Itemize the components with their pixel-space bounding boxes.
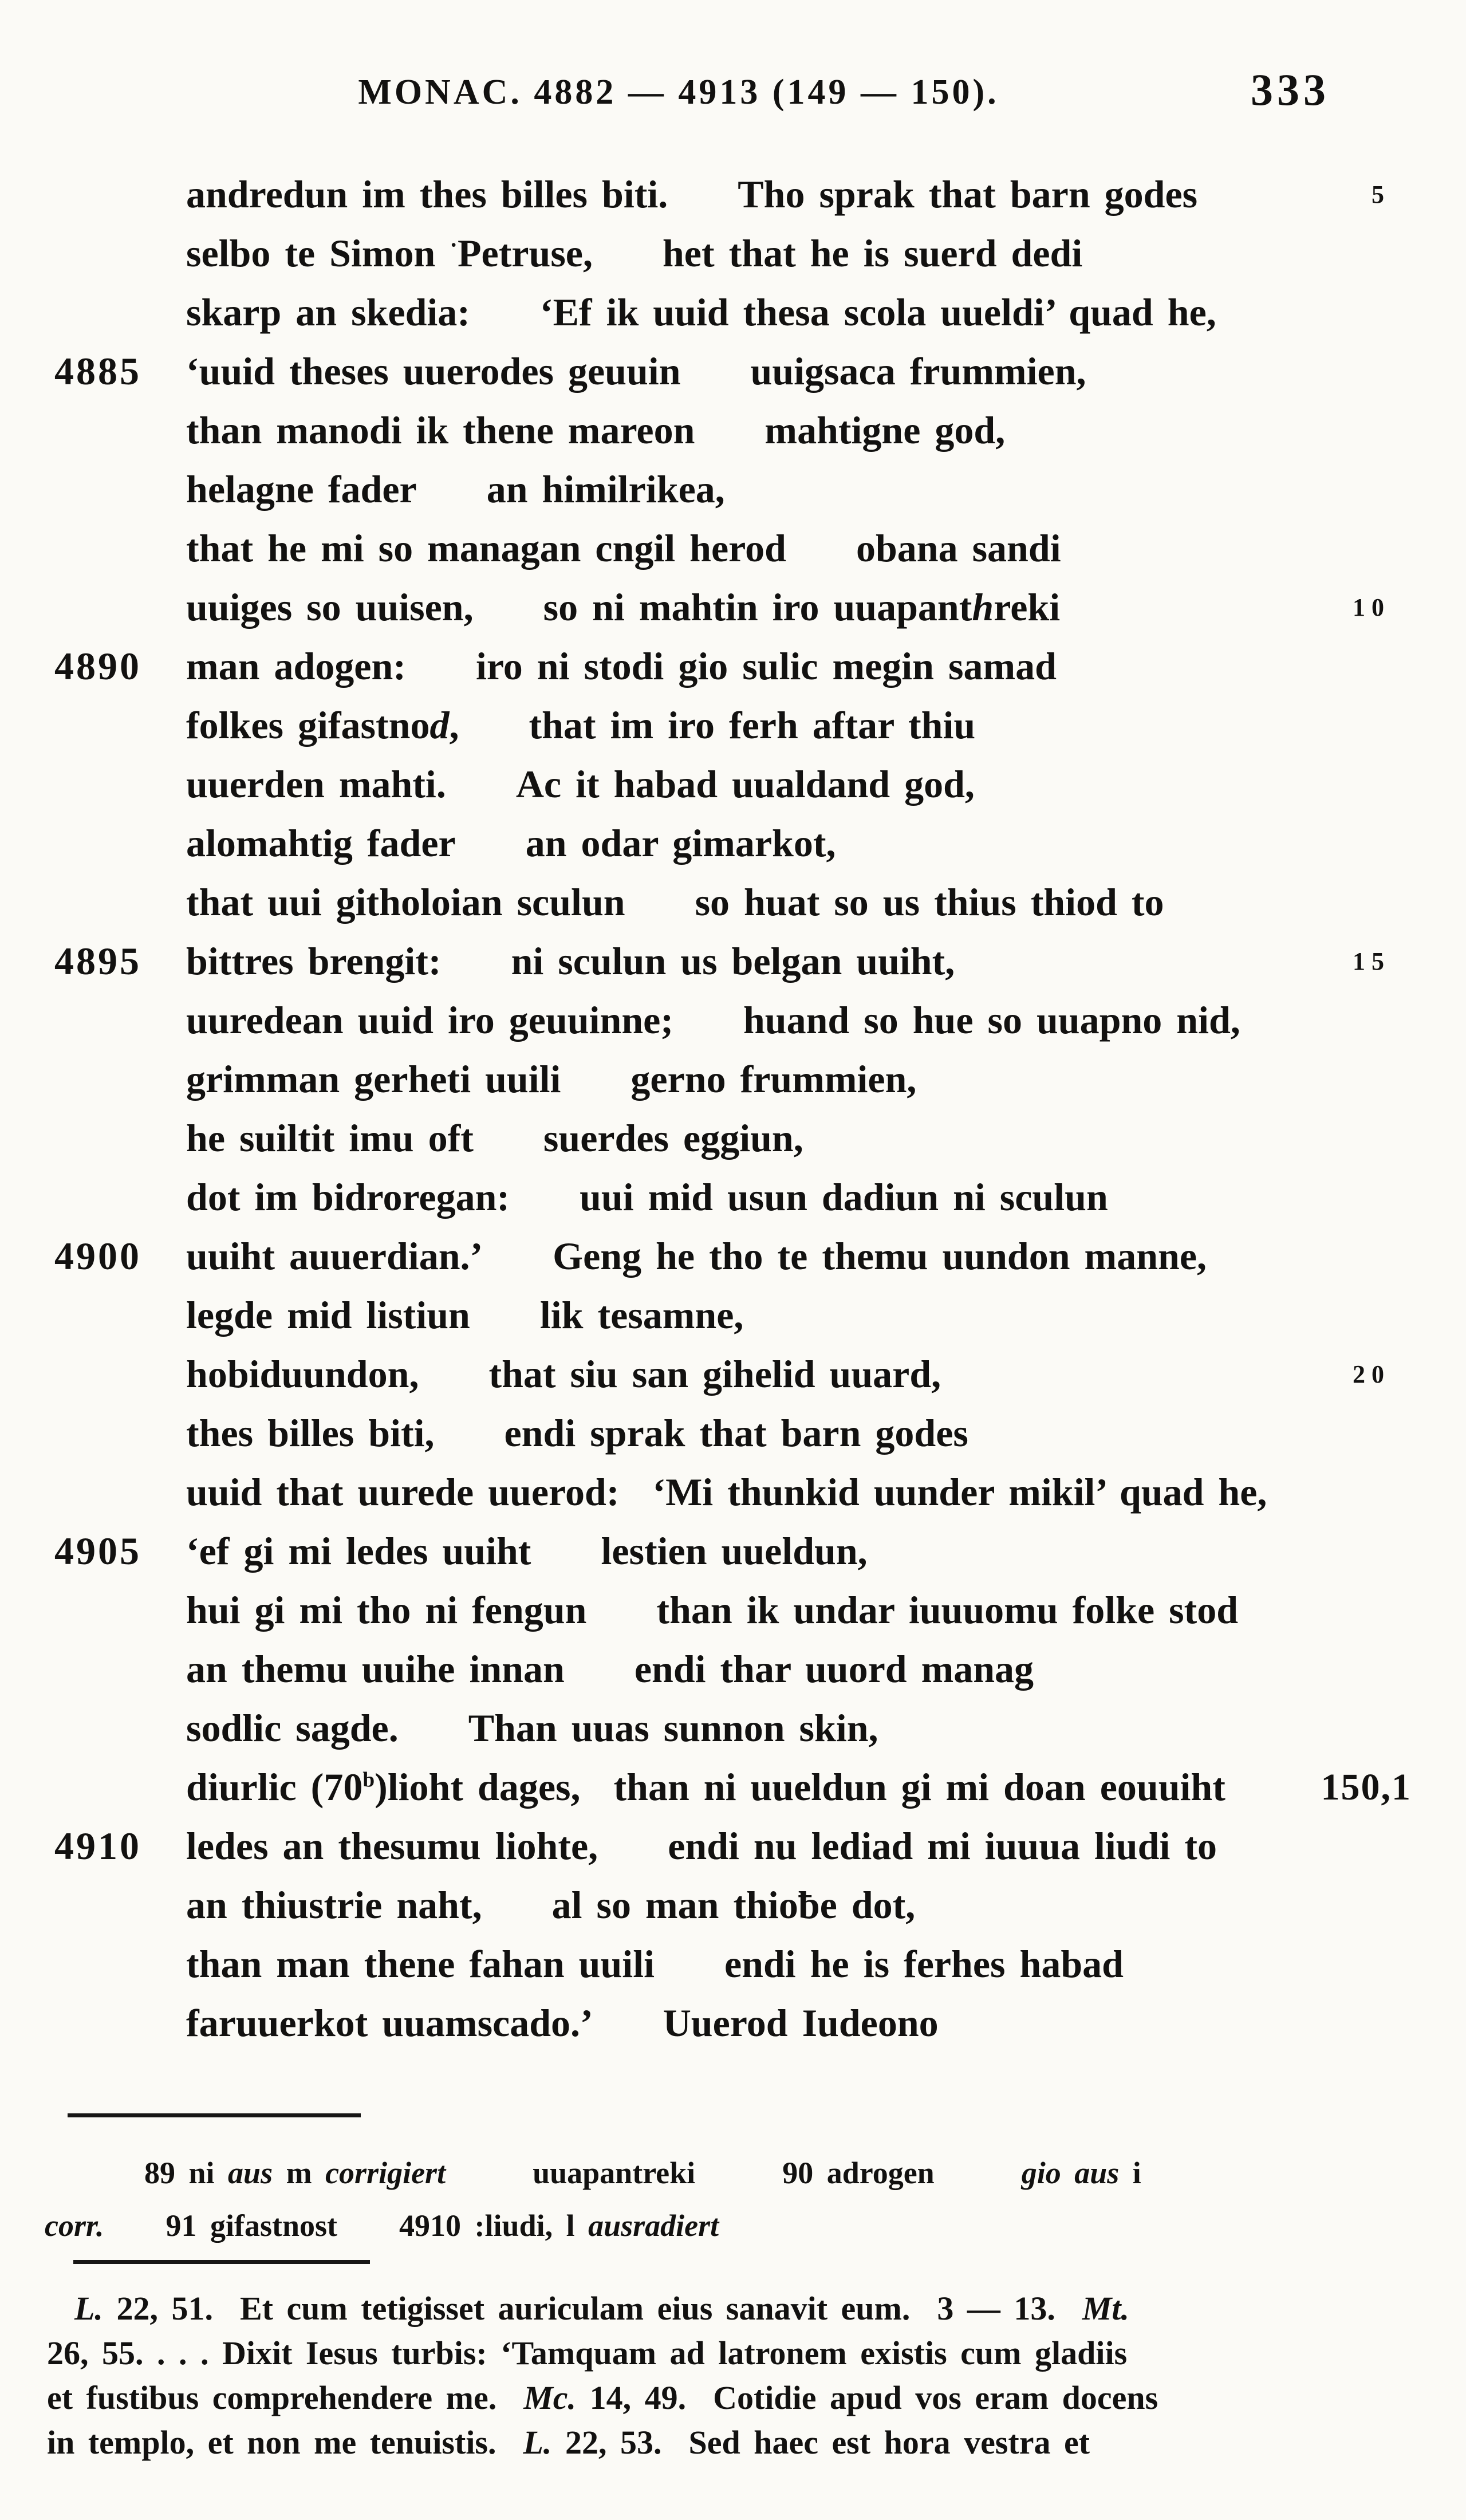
- text-segment: [1061, 2156, 1075, 2190]
- text-segment: 91 gifastnost: [165, 2208, 338, 2243]
- half-line-b: [540, 1293, 744, 1337]
- text-segment: Uuerod Iudeono: [663, 2001, 939, 2045]
- verse-line: [0, 165, 1466, 224]
- text-segment: d: [429, 703, 450, 747]
- text-segment: iro ni stodi gio sulic megin samad: [475, 644, 1057, 688]
- latin-source-quotes: [47, 2286, 1416, 2465]
- half-line-b: [552, 1883, 916, 1927]
- text-segment: he suiltit imu oft: [186, 1116, 474, 1160]
- text-segment: sodlic sagde.: [186, 1706, 399, 1750]
- half-line-a: [186, 1293, 470, 1337]
- text-segment: ‘Mi thunkid uunder mikil’ quad he,: [652, 1470, 1267, 1514]
- text-segment: than ik undar iuuuomu folke stod: [656, 1588, 1239, 1632]
- verse-line: [0, 873, 1466, 932]
- half-line-a: [186, 349, 681, 393]
- text-segment: Petruse,: [457, 231, 593, 275]
- verse-line: [0, 637, 1466, 696]
- verse-line: [0, 1581, 1466, 1640]
- verse-number: 4885: [54, 349, 141, 393]
- verse-line: [0, 1640, 1466, 1699]
- verse-line: [0, 1817, 1466, 1876]
- verse-line: [0, 932, 1466, 991]
- half-line-a: [186, 880, 625, 924]
- verse-line: [0, 1404, 1466, 1463]
- half-line-a: [186, 1175, 510, 1219]
- text-segment: dot im bidroregan:: [186, 1175, 510, 1219]
- text-segment: Geng he tho te themu uundon manne,: [553, 1234, 1207, 1278]
- text-segment: gerno frummien,: [630, 1057, 917, 1101]
- text-segment: bittres brengit:: [186, 939, 442, 983]
- verse-line: [0, 578, 1466, 637]
- verse-line: [0, 991, 1466, 1050]
- latin-line: [47, 2420, 1416, 2465]
- text-segment: folkes gifastno: [186, 703, 430, 747]
- text-segment: that uui githoloian sculun: [186, 880, 625, 924]
- verse-line: [0, 1286, 1466, 1345]
- text-segment: that siu san gihelid uuard,: [488, 1352, 941, 1396]
- text-segment: uuiges so uuisen,: [186, 585, 474, 629]
- text-segment: aus: [1074, 2156, 1120, 2190]
- text-segment: so huat so us thius thiod to: [695, 880, 1164, 924]
- half-line-b: [724, 1942, 1124, 1986]
- text-segment: hui gi mi tho ni fengun: [186, 1588, 587, 1632]
- half-line-a: [186, 1883, 482, 1927]
- half-line-b: [580, 1175, 1108, 1219]
- verse-line: [0, 342, 1466, 401]
- half-line-a: [186, 1411, 435, 1455]
- verse-number: 4910: [54, 1824, 141, 1868]
- verse-line: [0, 1522, 1466, 1581]
- text-segment: 4910 :liudi, l: [399, 2208, 589, 2243]
- half-line-a: [186, 1824, 598, 1868]
- editorial-dot-mark: ·: [450, 232, 458, 258]
- text-segment: man adogen:: [186, 644, 406, 688]
- text-segment: thes billes biti,: [186, 1411, 435, 1455]
- text-segment: an odar gimarkot,: [525, 821, 836, 865]
- half-line-a: [186, 1765, 580, 1809]
- half-line-b: [695, 880, 1164, 924]
- text-segment: skarp an skedia:: [186, 290, 470, 334]
- text-segment: aus: [228, 2156, 273, 2190]
- verse-line: [0, 1050, 1466, 1109]
- half-line-a: [186, 703, 459, 747]
- half-line-b: [476, 644, 1057, 688]
- text-segment: an himilrikea,: [486, 467, 725, 511]
- text-segment: m: [273, 2156, 326, 2190]
- half-line-b: [856, 526, 1061, 570]
- text-segment: ‘ef gi mi ledes uuiht: [186, 1529, 531, 1573]
- text-segment: i: [1119, 2156, 1141, 2190]
- text-segment: helagne fader: [186, 467, 417, 511]
- verse-line: [0, 1168, 1466, 1227]
- text-segment: lestien uueldun,: [601, 1529, 868, 1573]
- text-segment: huand so hue so uuapno nid,: [743, 998, 1240, 1042]
- text-segment: het that he is suerd dedi: [662, 231, 1083, 275]
- verse-line: [0, 755, 1466, 814]
- half-line-a: [186, 2001, 593, 2045]
- latin-line: [47, 2376, 1416, 2420]
- verse-number: 4900: [54, 1234, 141, 1278]
- verse-number: 4905: [54, 1529, 141, 1573]
- text-segment: uuerden mahti.: [186, 762, 446, 806]
- half-line-a: [186, 1470, 619, 1514]
- half-line-b: [543, 1116, 803, 1160]
- half-line-b: [743, 998, 1240, 1042]
- text-segment: gio: [1021, 2156, 1061, 2190]
- margin-line-number: 10: [1353, 593, 1390, 621]
- verse-line: [0, 1935, 1466, 1994]
- half-line-a: [186, 290, 470, 334]
- margin-line-number: 5: [1372, 180, 1390, 208]
- apparatus-line: [0, 2147, 1397, 2199]
- half-line-b: [487, 467, 725, 511]
- verse-line: [0, 1345, 1466, 1404]
- half-line-b: [543, 585, 1060, 629]
- half-line-b: [529, 703, 975, 747]
- text-segment: selbo te Simon: [186, 231, 450, 275]
- verse-line: [0, 283, 1466, 342]
- verse-line: [0, 1994, 1466, 2053]
- text-segment: endi nu lediad mi iuuua liudi to: [668, 1824, 1217, 1868]
- text-segment: suerdes eggiun,: [543, 1116, 803, 1160]
- half-line-b: [663, 231, 1082, 275]
- text-segment: Mc.: [523, 2379, 577, 2416]
- verse-line: [0, 401, 1466, 460]
- text-segment: faruuerkot uuamscado.’: [186, 2001, 593, 2045]
- verse-line: [0, 224, 1466, 283]
- half-line-a: [186, 408, 695, 452]
- text-segment: in templo, et non me tenuistis.: [47, 2424, 523, 2461]
- verse-line: [0, 460, 1466, 519]
- text-segment: ‘uuid theses uuerodes geuuin: [186, 349, 681, 393]
- text-segment: al so man thioƀe dot,: [551, 1883, 916, 1927]
- half-line-b: [751, 349, 1086, 393]
- text-segment: lik tesamne,: [539, 1293, 744, 1337]
- half-line-b: [516, 762, 975, 806]
- apparatus-line: [0, 2199, 1397, 2252]
- verse-line: [0, 814, 1466, 873]
- text-segment: 14, 49. Cotidie apud vos eram docens: [576, 2379, 1158, 2416]
- half-line-b: [764, 408, 1005, 452]
- text-segment: 90 adrogen: [782, 2156, 935, 2190]
- text-segment: L.: [523, 2424, 552, 2461]
- margin-line-number: 150,1: [1321, 1766, 1412, 1808]
- text-segment: than ni uueldun gi mi doan eouuiht: [613, 1765, 1225, 1809]
- text-segment: grimman gerheti uuili: [186, 1057, 561, 1101]
- text-segment: uuiht auuerdian.’: [186, 1234, 483, 1278]
- text-segment: mahtigne god,: [764, 408, 1006, 452]
- half-line-b: [635, 1647, 1034, 1691]
- half-line-a: [186, 1057, 561, 1101]
- text-segment: ni sculun us belgan uuiht,: [511, 939, 955, 983]
- latin-line: [47, 2331, 1416, 2376]
- text-segment: Than uuas sunnon skin,: [468, 1706, 878, 1750]
- text-segment: endi he is ferhes habad: [724, 1942, 1124, 1986]
- verse-number: 4895: [54, 939, 141, 983]
- text-segment: 22, 53. Sed haec est hora vestra et: [551, 2424, 1090, 2461]
- page-header: [0, 72, 1466, 113]
- text-segment: obana sandi: [856, 526, 1061, 570]
- text-segment: endi sprak that barn godes: [504, 1411, 968, 1455]
- text-segment: uui mid usun dadiun ni sculun: [580, 1175, 1108, 1219]
- half-line-b: [663, 2001, 939, 2045]
- half-line-a: [186, 1706, 399, 1750]
- half-line-b: [601, 1529, 867, 1573]
- half-line-b: [540, 290, 1216, 334]
- half-line-b: [613, 1765, 1225, 1809]
- verse-line: [0, 1463, 1466, 1522]
- running-title: MONAC. 4882 — 4913 (149 — 150).: [358, 73, 999, 112]
- text-segment: than man thene fahan uuili: [186, 1942, 655, 1986]
- text-segment: an themu uuihe innan: [186, 1647, 565, 1691]
- text-segment: )lioht dages,: [375, 1765, 581, 1809]
- verse-line: [0, 519, 1466, 578]
- text-segment: corrigiert: [325, 2156, 446, 2190]
- half-line-a: [186, 467, 417, 511]
- verse-line: [0, 1876, 1466, 1935]
- apparatus-divider-rule: [68, 2113, 361, 2117]
- verse-line: [0, 1699, 1466, 1758]
- text-segment: hobiduundon,: [186, 1352, 419, 1396]
- text-segment: uuid that uurede uuerod:: [186, 1470, 620, 1514]
- verse-text-block: [0, 165, 1466, 2053]
- text-segment: ausradiert: [588, 2208, 719, 2243]
- text-segment: Tho sprak that barn godes: [738, 172, 1198, 216]
- text-segment: reki: [994, 585, 1061, 629]
- half-line-b: [488, 1352, 941, 1396]
- text-segment: uuapantreki: [533, 2156, 696, 2190]
- text-segment: Ac it habad uualdand god,: [515, 762, 975, 806]
- page-number: 333: [1251, 65, 1330, 115]
- half-line-a: [186, 1529, 531, 1573]
- text-segment: that he mi so managan cngil herod: [186, 526, 786, 570]
- half-line-b: [468, 1706, 878, 1750]
- text-segment: corr.: [45, 2208, 104, 2243]
- text-segment: 26, 55. . . . Dixit Iesus turbis: ‘Tamquam ad latronem existis cum gladiis: [47, 2334, 1128, 2372]
- half-line-b: [553, 1234, 1207, 1278]
- half-line-b: [738, 172, 1197, 216]
- half-line-a: [186, 526, 786, 570]
- text-segment: that im iro ferh aftar thiu: [529, 703, 976, 747]
- text-segment: andredun im thes billes biti.: [186, 172, 668, 216]
- half-line-b: [630, 1057, 916, 1101]
- half-line-a: [186, 939, 442, 983]
- half-line-a: [186, 998, 673, 1042]
- half-line-a: [186, 1588, 586, 1632]
- half-line-a: [186, 1647, 565, 1691]
- text-segment: b: [362, 1768, 375, 1792]
- half-line-a: [186, 1942, 655, 1986]
- half-line-a: [186, 1234, 483, 1278]
- text-segment: endi thar uuord manag: [634, 1647, 1034, 1691]
- text-segment: 89 ni: [144, 2156, 228, 2190]
- half-line-b: [668, 1824, 1217, 1868]
- half-line-b: [656, 1588, 1238, 1632]
- text-segment: alomahtig fader: [186, 821, 456, 865]
- latin-line: [47, 2286, 1416, 2331]
- half-line-a: [186, 585, 474, 629]
- half-line-b: [652, 1470, 1267, 1514]
- half-line-a: [186, 1116, 474, 1160]
- half-line-a: [186, 644, 406, 688]
- text-segment: diurlic (70: [186, 1765, 363, 1809]
- half-line-a: [186, 172, 668, 216]
- text-segment: uuredean uuid iro geuuinne;: [186, 998, 673, 1042]
- verse-line: [0, 696, 1466, 755]
- text-segment: L.: [74, 2290, 103, 2327]
- half-line-a: [186, 821, 456, 865]
- text-segment: so ni mahtin iro uuapant: [543, 585, 972, 629]
- half-line-b: [526, 821, 836, 865]
- text-segment: h: [972, 585, 994, 629]
- text-segment: ,: [449, 703, 459, 747]
- text-segment: et fustibus comprehendere me.: [47, 2379, 524, 2416]
- text-segment: ‘Ef ik uuid thesa scola uueldi’ quad he,: [539, 290, 1216, 334]
- half-line-b: [511, 939, 955, 983]
- verse-number: 4890: [54, 644, 141, 688]
- text-segment: Mt.: [1082, 2290, 1130, 2327]
- verse-line: [0, 1758, 1466, 1817]
- text-segment: legde mid listiun: [186, 1293, 470, 1337]
- text-segment: than manodi ik thene mareon: [186, 408, 695, 452]
- text-segment: an thiustrie naht,: [186, 1883, 482, 1927]
- half-line-a: [186, 1352, 419, 1396]
- half-line-b: [505, 1411, 968, 1455]
- verse-line: [0, 1109, 1466, 1168]
- sources-divider-rule: [73, 2260, 370, 2264]
- text-segment: uuigsaca frummien,: [750, 349, 1086, 393]
- text-segment: 22, 51. Et cum tetigisset auriculam eius sanavit eum. 3 — 13.: [103, 2290, 1082, 2327]
- text-segment: ledes an thesumu liohte,: [186, 1824, 598, 1868]
- half-line-a: [186, 762, 446, 806]
- critical-apparatus: [0, 2147, 1397, 2252]
- half-line-a: [186, 231, 593, 275]
- margin-line-number: 20: [1353, 1360, 1390, 1388]
- verse-line: [0, 1227, 1466, 1286]
- margin-line-number: 15: [1353, 947, 1390, 975]
